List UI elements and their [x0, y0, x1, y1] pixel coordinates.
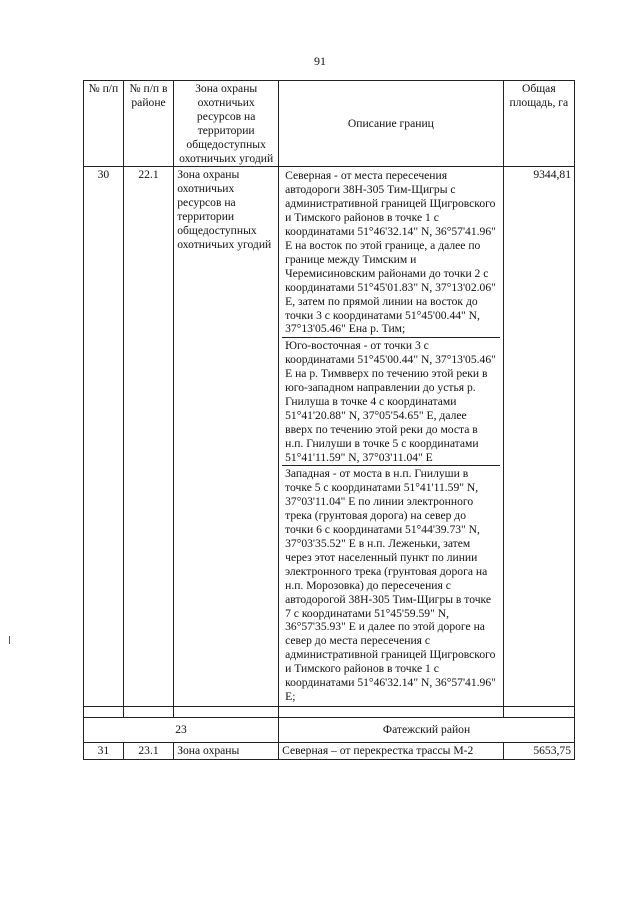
row-zone: Зона охраны — [174, 742, 279, 759]
table-header-row — [84, 81, 575, 167]
row-description — [279, 167, 504, 706]
header-zone: Зона охраны охотничьих ресурсов на территории общедоступных охотничьих угодий — [174, 81, 279, 167]
header-num: № п/п — [84, 81, 124, 167]
boundary-west: Западная - от моста в н.п. Гнилуши в точке 5 с координатами 51°41'11.59" N, 37°03'11.04" E по линии электронного трека (грунтовая дорога) на север до точки 6 с координатами 51°44'39.73" N, 37°03'35.52" E в н.п. Леженьки, затем через этот населенный пункт по линии электронного трека (грунтовая дорога на н.п. Морозовка) до пересечения с автодорогой 38Н-305 Тим-Щигры в точке 7 с координатами 51°45'59.59" N, 36°57'35.93" E и далее по этой дороге на север до места пересечения с административной границей Щигровского и Тимского районов в точке 1 с координатами 51°46'32.14" N, 36°57'41.96" E; — [285, 467, 496, 703]
row-district-num: 23.1 — [123, 742, 173, 759]
table-row — [84, 742, 575, 759]
boundary-southeast: Юго-восточная - от точки 3 с координатами 51°45'00.44" N, 37°13'05.46" E на р. Тимвверх по течению этой реки в юго-западном направлении до устья р. Гнилуша в точке 4 с координатами 51°41'20.88" N, 37°05'54.65" E, далее вверх по течению этой реки до моста в н.п. Гнилуши в точке 5 с координатами 51°41'11.59" N, 37°03'11.04" E — [282, 338, 500, 466]
margin-mark — [9, 636, 10, 644]
row-area: 5653,75 — [503, 742, 574, 759]
row-area: 9344,81 — [503, 167, 574, 706]
table-row — [84, 167, 575, 706]
row-num: 30 — [84, 167, 124, 706]
header-area: Общая площадь, га — [503, 81, 574, 167]
row-district-num: 22.1 — [123, 167, 173, 706]
boundary-north: Северная - от места пересечения автодороги 38Н-305 Тим-Щигры с административной границей Щигровского и Тимского районов в точке 1 с координатами 51°46'32.14" N, 36°57'41.96" E на восток по этой границе, а далее по границе между Тимским и Черемисиновским районами до точки 2 с координатами 51°45'01.83" N, 37°13'02.06" E, затем по прямой линии на восток до точки 3 с координатами 51°45'00.44" N, 37°13'05.46" Ена р. Тим; — [282, 168, 500, 338]
page-number: 91 — [314, 54, 326, 68]
row-description: Северная – от перекрестка трассы М-2 — [279, 742, 504, 759]
header-district-num: № п/п в районе — [123, 81, 173, 167]
district-num: 23 — [84, 717, 279, 742]
gap-row — [84, 706, 575, 717]
district-row — [84, 717, 575, 742]
row-num: 31 — [84, 742, 124, 759]
header-description: Описание границ — [279, 81, 504, 167]
boundaries-table — [83, 80, 575, 760]
district-name: Фатежский район — [279, 717, 575, 742]
row-zone: Зона охраны охотничьих ресурсов на территории общедоступных охотничьих угодий — [174, 167, 279, 706]
